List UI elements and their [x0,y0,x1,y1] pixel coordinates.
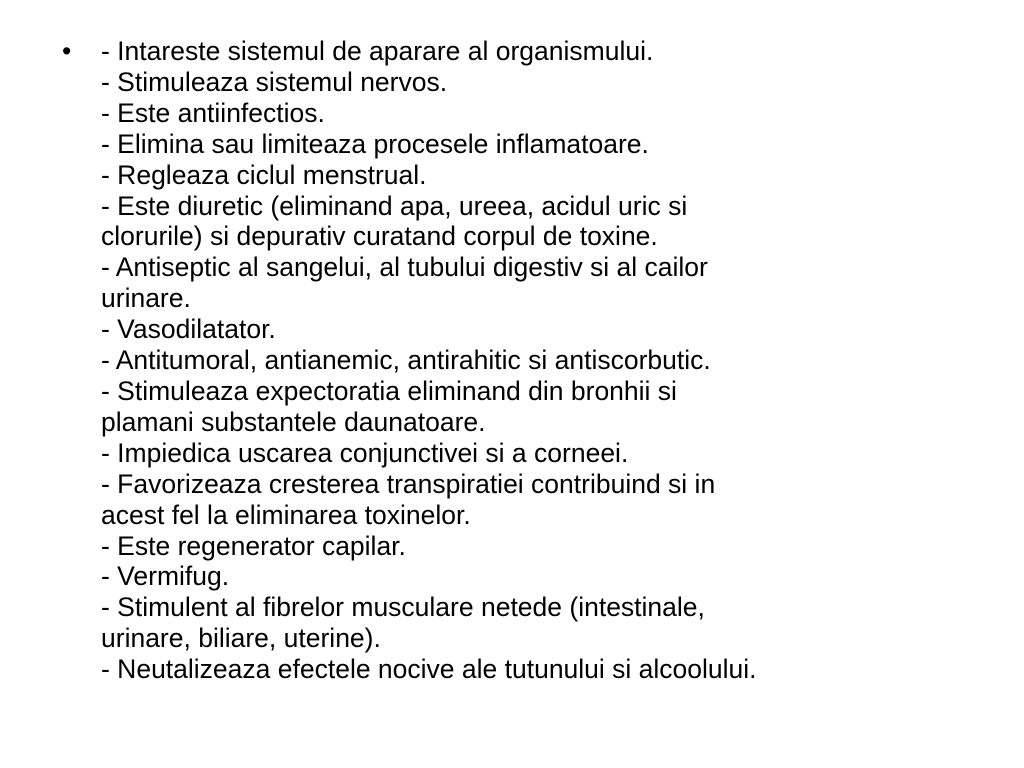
benefit-line: - Stimulent al fibrelor musculare netede (intestinale, [101,592,705,623]
benefit-line: - Neutalizeaza efectele nocive ale tutunului si alcoolului. [101,654,757,685]
benefit-line: - Stimuleaza expectoratia eliminand din bronhii si [101,375,677,406]
benefit-line: plamani substantele daunatoare. [101,406,486,437]
benefit-line: - Favorizeaza cresterea transpiratiei contribuind si in [101,468,716,499]
benefit-line: - Antitumoral, antianemic, antirahitic si antiscorbutic. [101,345,711,376]
benefit-line: - Intareste sistemul de aparare al organismului. [101,36,654,66]
benefit-line: - Vasodilatator. [101,314,276,345]
benefit-line: clorurile) si depurativ curatand corpul de toxine. [101,221,658,252]
benefit-line: - Elimina sau limiteaza procesele inflamatoare. [101,128,649,159]
benefit-line: urinare. [101,283,191,314]
benefit-line: - Este diuretic (eliminand apa, ureea, acidul uric si [101,190,688,221]
benefit-line: acest fel la eliminarea toxinelor. [101,499,471,530]
benefit-line: - Vermifug. [101,561,230,592]
benefit-line: - Este antiinfectios. [101,97,325,128]
bullet-dot: • [62,36,72,66]
benefit-line: - Este regenerator capilar. [101,530,406,561]
benefit-line: urinare, biliare, uterine). [101,623,381,654]
benefit-line: - Impiedica uscarea conjunctivei si a corneei. [101,437,629,468]
benefits-list [101,36,757,685]
benefit-line: - Stimuleaza sistemul nervos. [101,66,448,97]
benefit-line: - Regleaza ciclul menstrual. [101,159,427,190]
benefit-line: - Antiseptic al sangelui, al tubului digestiv si al cailor [101,252,708,283]
bullet-item [62,36,982,685]
